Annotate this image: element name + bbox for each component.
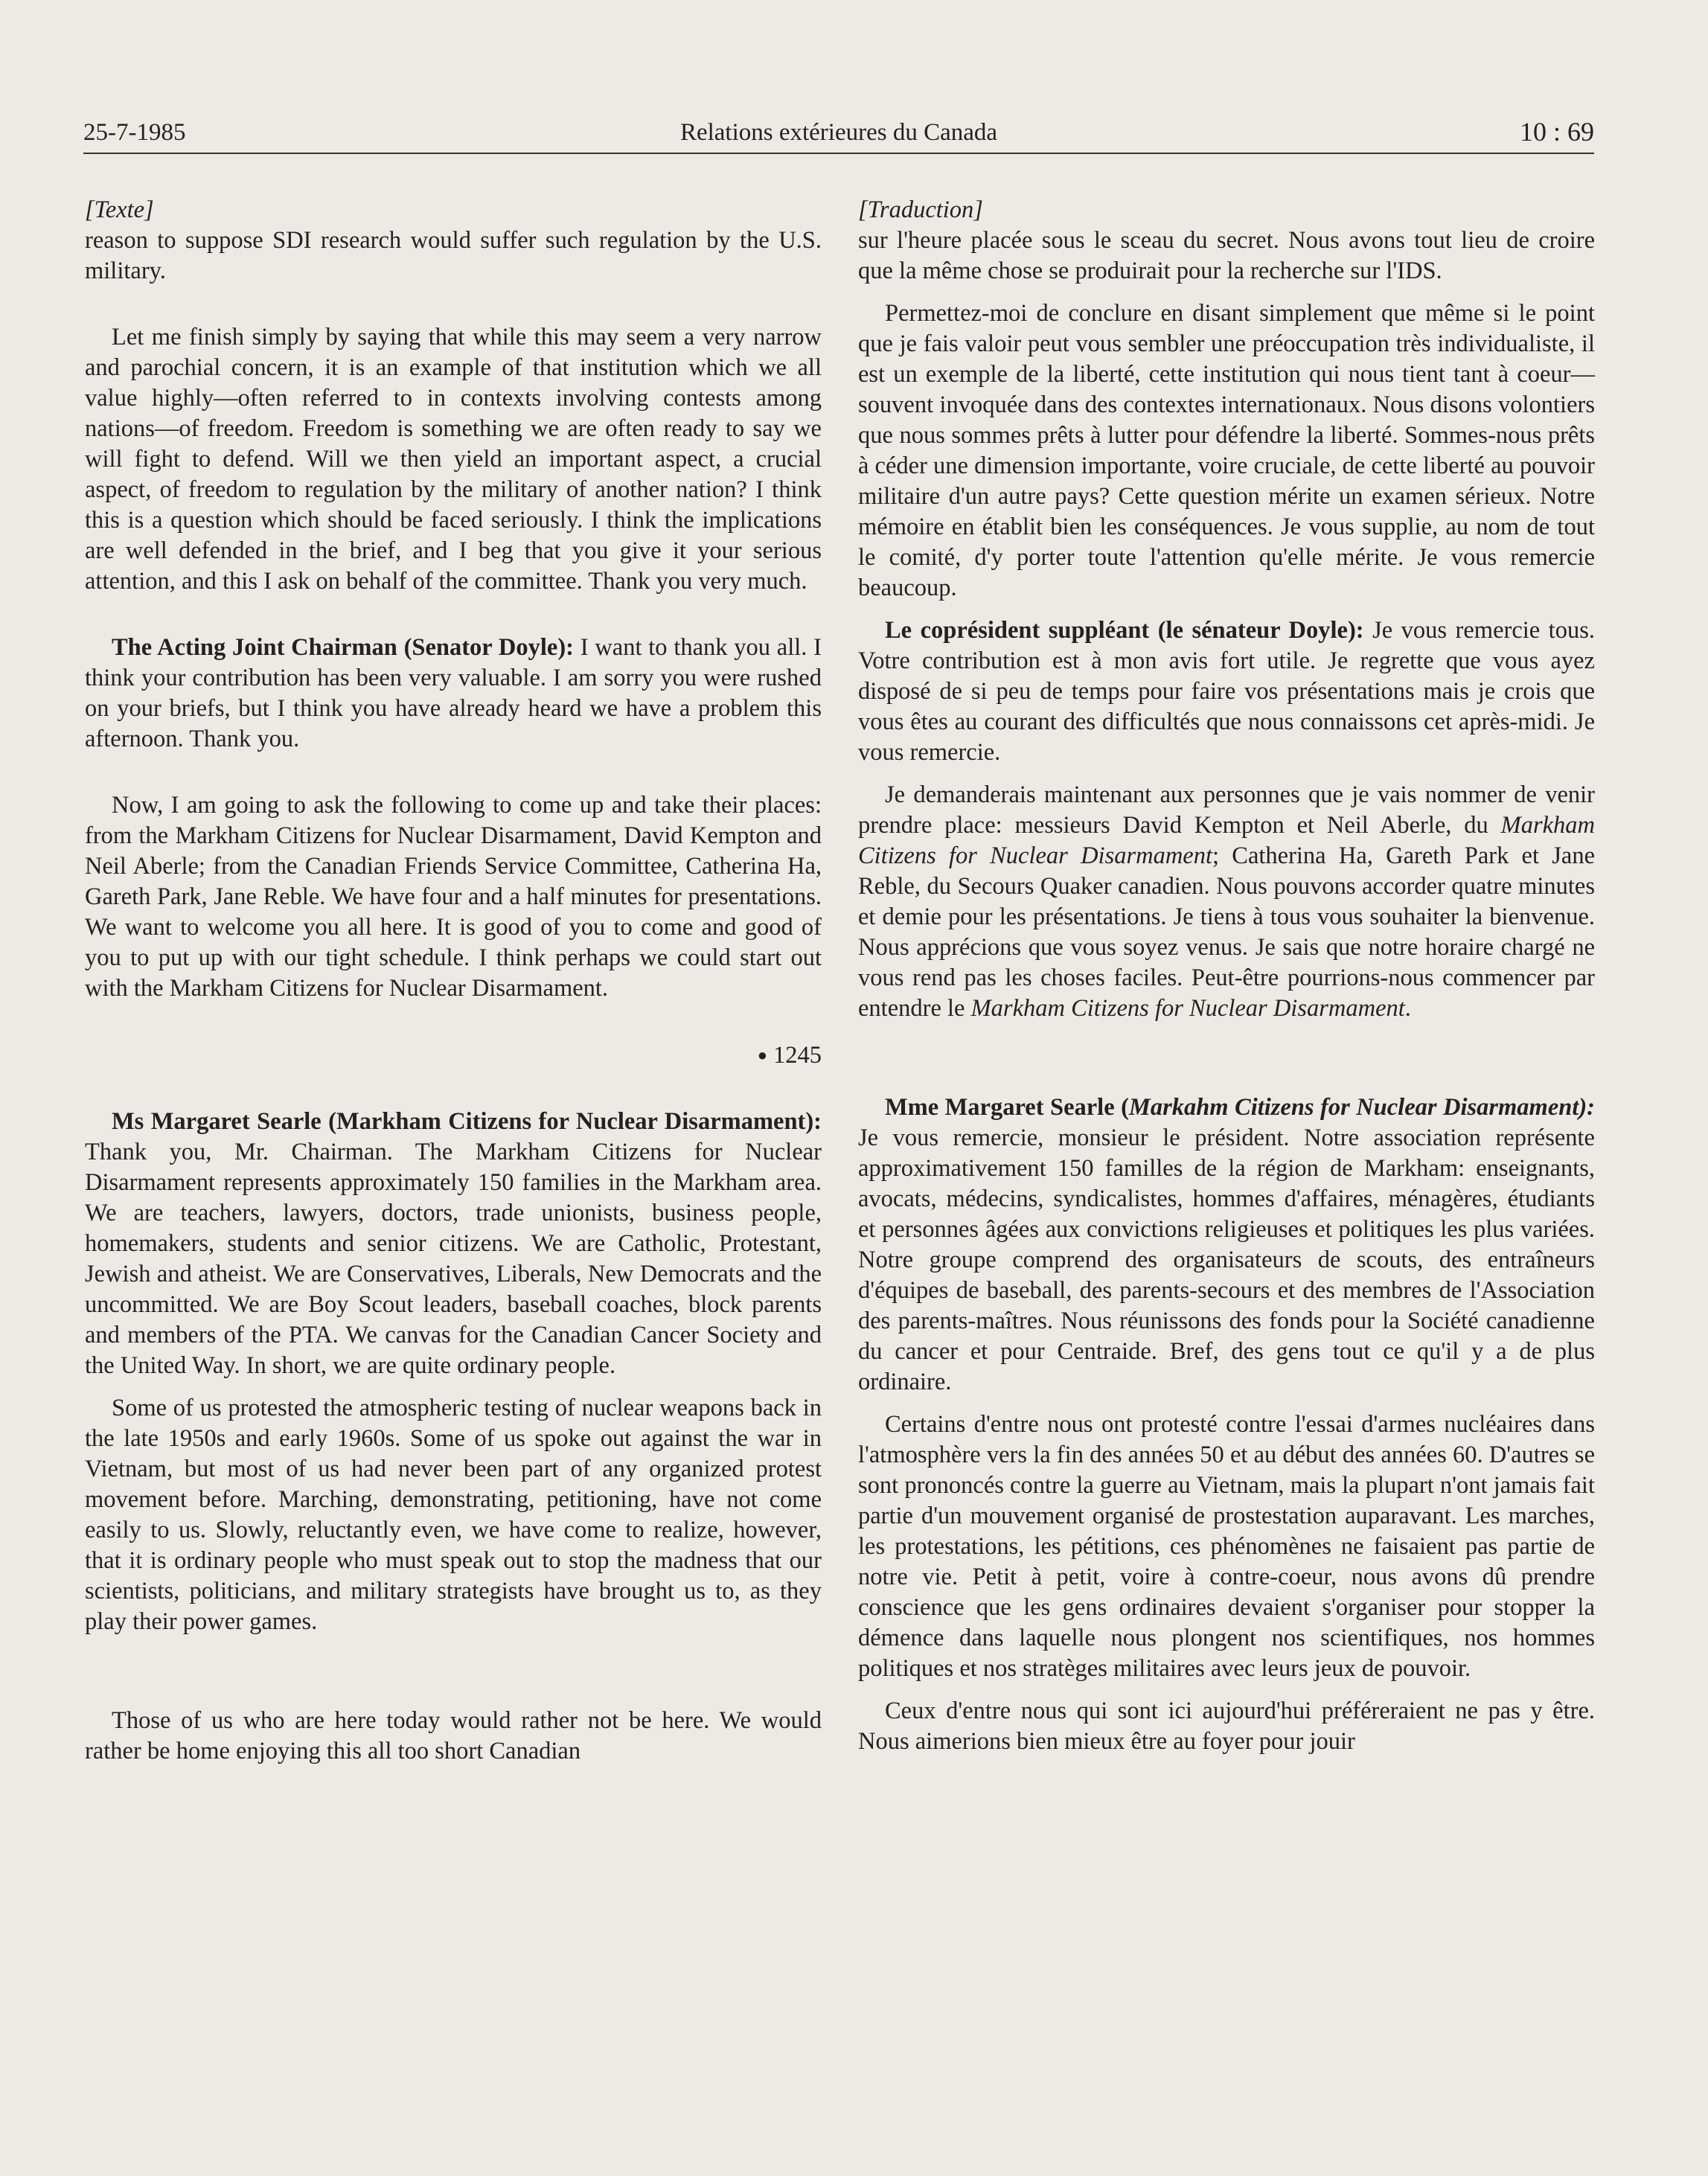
- paragraph: Let me finish simply by saying that while this may seem a very narrow and parochial concern, it is an example of that institution which we all value highly—often referred to in contexts involving contests among nations—of freedom. Freedom is something we are often ready to say we will fight to defend. Will we then yield an important aspect, a crucial aspect, of freedom to regulation by the military of another nation? I think this is a question which should be faced seriously. I think the implications are well defended in the brief, and I beg that you give it your serious attention, and this I ask on behalf of the committee. Thank you very much.: [85, 324, 822, 595]
- speech-text: I want to thank you all. I think your contribution has been very valuable. I am sorry you were rushed on your briefs, but I think you have already heard we have a problem this afternoon. Thank you.: [85, 634, 822, 752]
- speech-text: Je vous remercie tous. Votre contribution est à mon avis fort utile. Je regrette que vous ayez disposé de si peu de temps pour faire vos présentations mais je crois que vous êtes au courant des difficultés que nous connaissons cet après-midi. Je vous remercie.: [858, 617, 1595, 766]
- bullet-icon: ●: [757, 1046, 767, 1064]
- organization-name: Markham Citizens for Nuclear Disarmament: [970, 995, 1405, 1022]
- header-rule: [83, 153, 1594, 154]
- speaker-name: Ms Margaret Searle (Markham Citizens for Nuclear Disarmament):: [112, 1108, 822, 1135]
- page-number: 10 : 69: [1519, 117, 1594, 147]
- paragraph: Ceux d'entre nous qui sont ici aujourd'hui préféreraient ne pas y être. Nous aimerions bien mieux être au foyer pour jouir: [858, 1697, 1595, 1755]
- french-column: [858, 195, 1595, 1757]
- text-run: .: [1404, 995, 1411, 1022]
- speaker-name: The Acting Joint Chairman (Senator Doyle):: [112, 634, 574, 661]
- english-column: [85, 195, 822, 1767]
- running-header: [83, 119, 1594, 156]
- paragraph: Some of us protested the atmospheric testing of nuclear weapons back in the late 1950s and early 1960s. Some of us spoke out against the war in Vietnam, but most of us had never been part of any organized protest movement before. Marching, demonstrating, petitioning, have not come easily to us. Slowly, reluctantly even, we have come to realize, however, that it is ordinary people who must speak out to stop the madness that our scientists, politicians, and military strategists have brought us to, as they play their power games.: [85, 1395, 822, 1635]
- time-marker-text: 1245: [773, 1042, 822, 1069]
- speech-text: Thank you, Mr. Chairman. The Markham Citizens for Nuclear Disarmament represents approximately 150 families in the Markham area. We are teachers, lawyers, doctors, trade unionists, business people, homemakers, students and senior citizens. We are Catholic, Protestant, Jewish and atheist. We are Conservatives, Liberals, New Democrats and the uncommitted. We are Boy Scout leaders, baseball coaches, block parents and members of the PTA. We canvas for the Canadian Cancer Society and the United Way. In short, we are quite ordinary people.: [85, 1139, 822, 1379]
- paragraph: Certains d'entre nous ont protesté contre l'essai d'armes nucléaires dans l'atmosphère vers la fin des années 50 et au début des années 60. D'autres se sont prononcés contre la guerre au Vietnam, mais la plupart n'ont jamais fait partie d'un mouvement organisé de prostestation auparavant. Les marches, les protestations, les pétitions, ces phénomènes ne faisaient pas partie de notre vie. Petit à petit, voire à contre-coeur, nous avons dû prendre conscience que les gens ordinaires devaient s'organiser pour stopper la démence dans laquelle nous plongent nos scientifiques, nos hommes politiques et nos stratèges militaires avec leurs jeux de pouvoir.: [858, 1411, 1595, 1682]
- speech-text: Je vous remercie, monsieur le président. Notre association représente approximativement 150 familles de la région de Markham: enseignants, avocats, médecins, syndicalistes, hommes d'affaires, ménagères, étudiants et personnes âgées aux convictions religieuses et politiques les plus variées. Notre groupe comprend des organisateurs de scouts, des entraîneurs d'équipes de baseball, des parents-secours et des membres de l'Association des parents-maîtres. Nous réunissons des fonds pour la Société canadienne du cancer et pour Centraide. Bref, des gens tout ce qu'il y a de plus ordinaire.: [858, 1124, 1595, 1395]
- language-tag: [Traduction]: [858, 196, 983, 223]
- header-title: Relations extérieures du Canada: [679, 119, 998, 146]
- paragraph: Those of us who are here today would rather not be here. We would rather be home enjoying this all too short Canadian: [85, 1707, 822, 1764]
- paragraph: sur l'heure placée sous le sceau du secret. Nous avons tout lieu de croire que la même chose se produirait pour la recherche sur l'IDS.: [858, 227, 1595, 284]
- speaker-paragraph: [858, 1092, 1595, 1398]
- text-run: Je demanderais maintenant aux personnes que je vais nommer de venir prendre place: messieurs David Kempton et Neil Aberle, du: [858, 781, 1595, 839]
- speaker-name: Mme Margaret Searle (: [885, 1094, 1129, 1121]
- text-run: ; Catherina Ha, Gareth Park et Jane Reble, du Secours Quaker canadien. Nous pouvons accorder quatre minutes et demie pour les présentations. Je tiens à tous vous souhaiter la bienvenue. Nous apprécions que vous soyez venus. Je sais que notre horaire chargé ne vous rend pas les choses faciles. Peut-être pourrions-nous commencer par entendre le: [858, 842, 1595, 1022]
- language-tag: [Texte]: [85, 196, 154, 223]
- paragraph: [858, 780, 1595, 1024]
- paragraph: Permettez-moi de conclure en disant simplement que même si le point que je fais valoir peut vous sembler une préoccupation très individualiste, il est un exemple de la liberté, cette institution qui nous tient tant à coeur—souvent invoquée dans des contextes internationaux. Nous disons volontiers que nous sommes prêts à lutter pour défendre la liberté. Sommes-nous prêts à céder une dimension importante, voire cruciale, de cette liberté au pouvoir militaire d'un autre pays? Cette question mérite un examen sérieux. Notre mémoire en établit bien les conséquences. Je vous supplie, au nom de tout le comité, d'y porter toute l'attention qu'elle mérite. Je vous remercie beaucoup.: [858, 300, 1595, 601]
- speaker-name: Le coprésident suppléant (le sénateur Doyle):: [885, 617, 1364, 644]
- paragraph: reason to suppose SDI research would suffer such regulation by the U.S. military.: [85, 227, 822, 284]
- organization-name: Markham Citizens for Nuclear Disarmament: [858, 812, 1595, 869]
- time-marker: [85, 1040, 822, 1071]
- speaker-paragraph: [85, 633, 822, 755]
- speaker-paragraph: [85, 1107, 822, 1381]
- header-date: 25-7-1985: [83, 119, 186, 146]
- paragraph: Now, I am going to ask the following to come up and take their places: from the Markham Citizens for Nuclear Disarmament, David Kempton and Neil Aberle; from the Canadian Friends Service Committee, Catherina Ha, Gareth Park, Jane Reble. We have four and a half minutes for presentations. We want to welcome you all here. It is good of you to come and good of you to put up with our tight schedule. I think perhaps we could start out with the Markham Citizens for Nuclear Disarmament.: [85, 792, 822, 1002]
- speaker-paragraph: [858, 615, 1595, 768]
- speaker-affiliation: Markahm Citizens for Nuclear Disarmament):: [1128, 1094, 1596, 1121]
